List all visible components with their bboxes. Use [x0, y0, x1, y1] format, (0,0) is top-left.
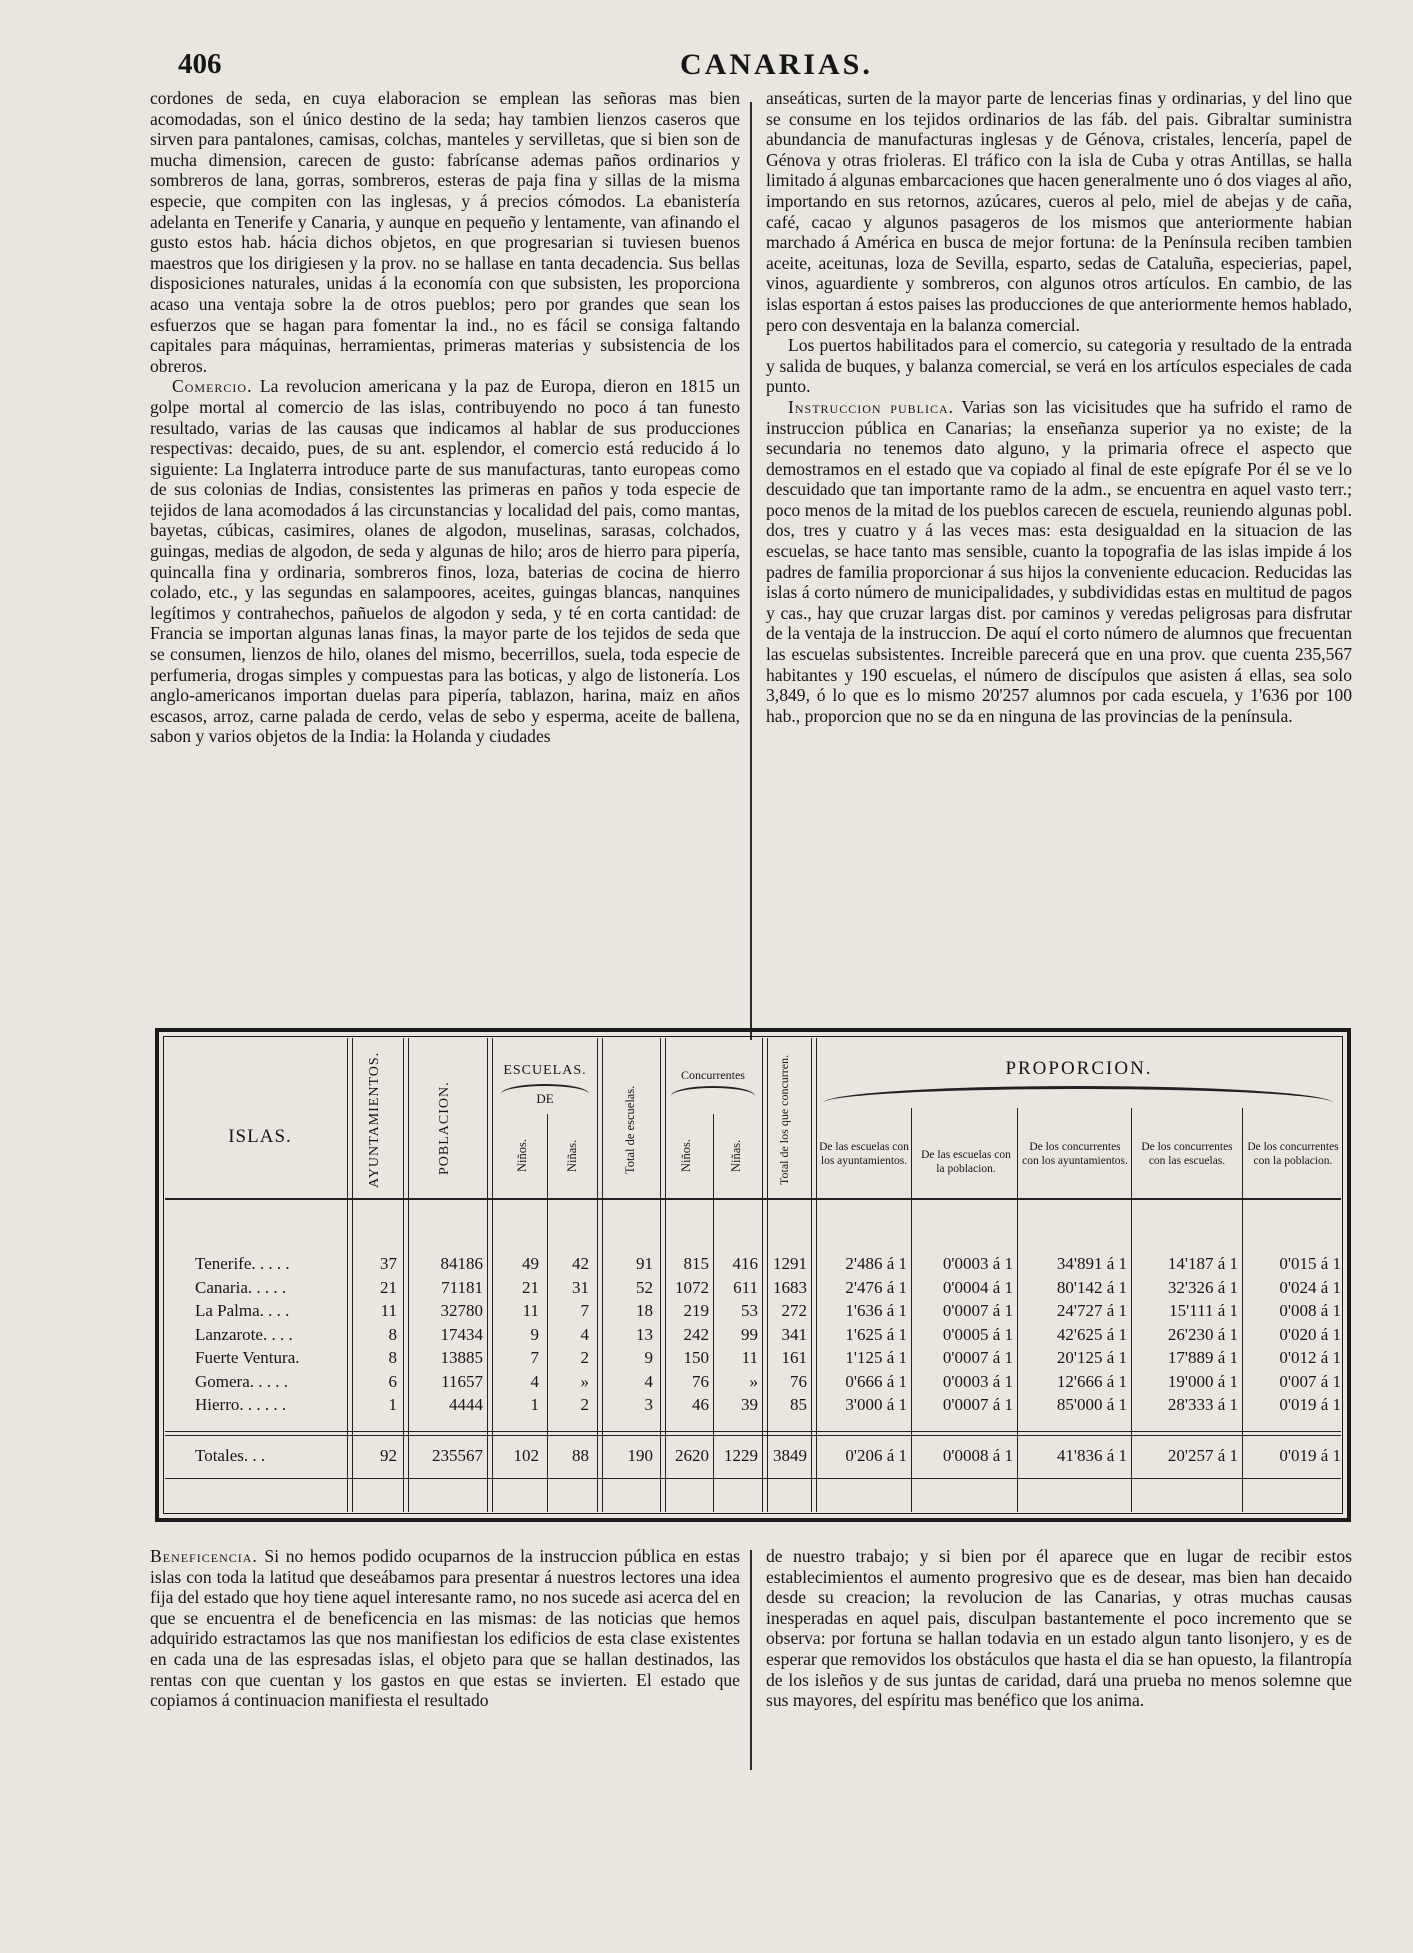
education-table: [155, 1028, 1351, 1522]
header-proporcion: PROPORCION.: [1005, 1058, 1153, 1079]
table-row-7-p1: 3'000 á 1: [845, 1395, 907, 1414]
table-row-2-conc-ninos: 1072: [675, 1277, 709, 1297]
industry-paragraph: cordones de seda, en cuya elaboracion se emplean las señoras mas bien acomodadas, son el único destino de la seda; hay tambien lienzos caseros que sirven para pantalones, camisas, colchas, manteles y servilletas, que si bien son de mucha dimension, carecen de gusto: fabrícanse ademas paños ordinarios y sombreros de lana, gorras, sombreros, esteras de paja fina y sillas de la misma especie, que compiten con las inglesas, y á precios cómodos. La ebanistería adelanta en Tenerife y Canaria, y aunque en pequeño y lentamente, van afinando el gusto estos hab. hácia dichos objetos, en que progresarian si tuviesen buenos maestros que los dirigiesen y la prov. no se hallase en tanta decadencia. Sus bellas disposiciones naturales, unidas á la economía con que subsisten, les proporciona acaso una ventaja sobre la de otros pueblos; pero por grandes que sean los esfuerzos que se hagan para fomentar la ind., no es fácil se consiga faltando capitales para máquinas, herramientas, primeras materias y subsistencia de los obreros.: [150, 88, 740, 376]
instruccion-heading: Instruccion publica.: [788, 396, 955, 417]
header-p1: De las escuelas con los ayuntamientos.: [819, 1141, 909, 1167]
table-row-7-conc-ninas: 39: [741, 1395, 758, 1414]
table-row-5-total-esc: 9: [644, 1348, 653, 1367]
instruccion-text: Varias son las vicisitudes que ha sufrido el ramo de instruccion pública en Canarias; la enseñanza superior ya no existe; de la secundaria no tenemos dato alguno, y la primaria ofrece el aspecto que demostramos en el estado que va copiado al final de este epígrafe Por él se ve lo descuidado que tan importante ramo de la adm., se encuentra en aquel vasto terr.; poco menos de la mitad de los pueblos carecen de escuela, reuniendo algunas pobl. dos, tres y cuatro y á las veces mas: esta desigualdad en la situacion de las escuelas, se hace tanto mas sensible, cuanto la topografia de las islas impide á los padres de familia proporcionar á sus hijos la conveniente educacion. Reducidas las islas á corto número de municipalidades, y subdivididas estas en multitud de pagos y cas., hay que cruzar largas dist. por caminos y veredas peligrosas para disfrutar de la ventaja de la instruccion. De aquí el corto número de alumnos que frecuentan las escuelas subsistentes. Increible parecerá que en una prov. que cuenta 235,567 habitantes y 190 escuelas, el número de discípulos que asisten á ellas, sea solo 3,849, ó lo que es lo mismo 20'257 alumnos por cada escuela, y 1'636 por 100 hab., proporcion que no se da en ninguna de las provincias de la península.: [766, 396, 1353, 726]
table-totals-ayunt: 92: [380, 1446, 397, 1465]
header-esc-ninos: Niños.: [515, 1139, 529, 1173]
table-row-2-p4: 32'326 á 1: [1167, 1277, 1238, 1297]
table-row-4-p5: 0'020 á 1: [1279, 1324, 1341, 1344]
ports-paragraph: Los puertos habilitados para el comercio, su categoria y resultado de la entrada y salida de buques, y balanza comercial, se verá en los artículos especiales de cada punto.: [766, 335, 1352, 397]
header-p2: De las escuelas con la poblacion.: [921, 1149, 1011, 1175]
table-row-6-p4: 19'000 á 1: [1167, 1371, 1238, 1391]
table-row-2-p5: 0'024 á 1: [1279, 1277, 1341, 1297]
comercio-paragraph: [150, 376, 740, 747]
table-row-6-esc-ninas: »: [580, 1371, 589, 1391]
table-row-4-p3: 42'625 á 1: [1056, 1324, 1127, 1344]
table-row-1-esc-ninas: 42: [572, 1254, 589, 1273]
beneficencia-continuation: de nuestro trabajo; y si bien por él aparece que en lugar de recibir estos establecimientos el aumento progresivo que es de desear, mas bien han decaido desde su creacion; la revolucion de las Canarias, y otras muchas causas inesperadas en aquel pais, disculpan bastantemente el poco incremento que se observa: por fortuna se hallan todavia en un estado algun tanto lisonjero, y es de esperar que removidos los obstáculos que hasta el dia se han opuesto, la filantropía de los isleños y de sus juntas de caridad, dará una prueba no menos solemne que sus mayores, del espíritu mas benéfico que los anima.: [766, 1546, 1352, 1711]
table-row-5-esc-ninos: 7: [530, 1348, 539, 1367]
table-row-1-island: Tenerife. . . . .: [195, 1254, 290, 1273]
header-conc-ninos: Niños.: [679, 1139, 693, 1173]
table-totals-total-esc: 190: [627, 1446, 653, 1465]
header-conc-ninas: Niñas.: [729, 1139, 743, 1173]
table-row-4-ayunt: 8: [388, 1324, 397, 1344]
table-row-6-ayunt: 6: [388, 1371, 397, 1391]
column-left-top: [150, 88, 740, 747]
table-row-7-p5: 0'019 á 1: [1279, 1395, 1341, 1414]
comercio-text: La revolucion americana y la paz de Europa, dieron en 1815 un golpe mortal al comercio de las islas, contribuyendo no poco á tan funesto resultado, varias de las causas que indicamos al hablar de sus producciones respectivas: decaido, pues, de su ant. esplendor, el comercio está reducido á lo siguiente: La Inglaterra introduce parte de sus manufacturas, tanto europeas como de sus colonias de Indias, consistentes las primeras en paños y toda especie de tejidos de lana acomodados á las circunstancias y localidad del pais, como mantas, bayetas, cúbicas, casimires, olanes de algodon, muselinas, sarasas, colchados, guingas, medias de algodon, de seda y algunas de hilo; aros de hierro para pipería, quincalla fina y ordinaria, sombreros finos, loza, baterias de cocina de hierro colado, etc., y las segundas en salampoores, aceites, guingas blancas, nanquines legítimos y contrahechos, pañuelos de algodon y seda, y té en corta cantidad: de Francia se importan algunas lanas finas, la mayor parte de los tejidos de seda que se consumen, lienzos de hilo, olanes del mismo, becerrillos, suela, toda especie de perfumeria, drogas simples y compuestas para las boticas, y algo de listonería. Los anglo-americanos importan duelas para pipería, tablazon, harina, maiz en años escasos, arroz, carne palada de cerdo, velas de sebo y esperma, aceite de ballena, sabon y varios objetos de la India: la Holanda y ciudades: [150, 376, 740, 747]
table-row-5-esc-ninas: 2: [580, 1348, 589, 1367]
table-row-4-p4: 26'230 á 1: [1167, 1324, 1238, 1344]
table-row-2-p1: 2'476 á 1: [845, 1277, 907, 1297]
table-row-1-ayunt: 37: [380, 1254, 397, 1273]
table-row-3-p4: 15'111 á 1: [1169, 1301, 1238, 1320]
column-divider-top: [750, 102, 752, 1040]
table-row-7-p2: 0'0007 á 1: [942, 1395, 1013, 1414]
table-row-3-total-conc: 272: [781, 1301, 807, 1320]
table-totals-island: Totales. . .: [195, 1446, 266, 1465]
table-totals-p2: 0'0008 á 1: [942, 1446, 1013, 1465]
table-row-7-conc-ninos: 46: [692, 1395, 709, 1414]
column-right-bottom: [766, 1546, 1352, 1711]
table-row-3-p2: 0'0007 á 1: [942, 1301, 1013, 1320]
table-row-3-pobl: 32780: [440, 1301, 483, 1320]
table-row-4-esc-ninas: 4: [580, 1324, 589, 1344]
table-row-6-p2: 0'0003 á 1: [942, 1371, 1013, 1391]
table-row-6-esc-ninos: 4: [530, 1371, 539, 1391]
table-row-1-esc-ninos: 49: [522, 1254, 539, 1273]
table-row-3-conc-ninas: 53: [741, 1301, 758, 1320]
table-row-3-total-esc: 18: [636, 1301, 653, 1320]
table-row-7-esc-ninas: 2: [580, 1395, 589, 1414]
table-totals-conc-ninas: 1229: [724, 1446, 758, 1465]
column-left-bottom: [150, 1546, 740, 1711]
table-row-3-conc-ninos: 219: [683, 1301, 709, 1320]
table-row-2-conc-ninas: 611: [733, 1277, 758, 1297]
table-row-2-esc-ninas: 31: [572, 1277, 589, 1297]
header-esc-ninas: Niñas.: [565, 1139, 579, 1173]
table-row-6-pobl: 11657: [441, 1371, 483, 1391]
table-totals-conc-ninos: 2620: [675, 1446, 709, 1465]
table-row-7-island: Hierro. . . . . .: [195, 1395, 287, 1414]
column-right-top: [766, 88, 1352, 726]
table-row-2-esc-ninos: 21: [522, 1277, 539, 1297]
table-totals-p4: 20'257 á 1: [1167, 1446, 1238, 1465]
table-row-1-p4: 14'187 á 1: [1167, 1254, 1238, 1273]
header-ayuntamientos: AYUNTAMIENTOS.: [367, 1051, 382, 1189]
table-row-6-p5: 0'007 á 1: [1279, 1371, 1341, 1391]
table-row-2-island: Canaria. . . . .: [195, 1277, 287, 1297]
table-row-6-conc-ninos: 76: [692, 1371, 709, 1391]
column-divider-bottom: [750, 1550, 752, 1770]
table-row-1-conc-ninos: 815: [683, 1254, 709, 1273]
table-row-5-pobl: 13885: [440, 1348, 483, 1367]
table-row-1-pobl: 84186: [440, 1254, 483, 1273]
table-row-5-total-conc: 161: [781, 1348, 807, 1367]
header-concurrentes: Concurrentes: [681, 1068, 745, 1082]
table-row-4-conc-ninas: 99: [741, 1324, 758, 1344]
header-total-escuelas: Total de escuelas.: [623, 1085, 637, 1175]
comercio-heading: Comercio.: [172, 376, 253, 397]
table-totals-esc-ninos: 102: [513, 1446, 539, 1465]
beneficencia-heading: Beneficencia.: [150, 1546, 258, 1566]
header-poblacion: POBLACION.: [437, 1081, 452, 1175]
header-de: DE: [536, 1091, 554, 1106]
table-row-3-p1: 1'636 á 1: [845, 1301, 907, 1320]
table-row-6-p3: 12'666 á 1: [1056, 1371, 1127, 1391]
table-row-7-total-conc: 85: [790, 1395, 807, 1414]
table-row-5-ayunt: 8: [388, 1348, 397, 1367]
table-row-6-island: Gomera. . . . .: [195, 1371, 289, 1391]
table-row-6-conc-ninas: »: [749, 1371, 758, 1391]
table-row-3-p5: 0'008 á 1: [1279, 1301, 1341, 1320]
header-p4: De los concurrentes con las escuelas.: [1141, 1141, 1233, 1167]
table-row-3-esc-ninos: 11: [522, 1301, 539, 1320]
table-row-7-pobl: 4444: [449, 1395, 483, 1414]
table-row-1-p3: 34'891 á 1: [1056, 1254, 1127, 1273]
table-row-2-total-conc: 1683: [773, 1277, 807, 1297]
table-row-7-total-esc: 3: [644, 1395, 653, 1414]
table-row-6-total-conc: 76: [790, 1371, 807, 1391]
table-totals-esc-ninas: 88: [572, 1446, 589, 1465]
table-totals-p5: 0'019 á 1: [1279, 1446, 1341, 1465]
table-row-5-p5: 0'012 á 1: [1279, 1348, 1341, 1367]
table-row-4-pobl: 17434: [440, 1324, 483, 1344]
table-row-3-p3: 24'727 á 1: [1056, 1301, 1127, 1320]
table-row-3-esc-ninas: 7: [580, 1301, 589, 1320]
table-row-7-p3: 85'000 á 1: [1056, 1395, 1127, 1414]
table-row-7-esc-ninos: 1: [530, 1395, 539, 1414]
table-row-5-p3: 20'125 á 1: [1056, 1348, 1127, 1367]
table-row-1-p2: 0'0003 á 1: [942, 1254, 1013, 1273]
header-escuelas: ESCUELAS.: [503, 1063, 587, 1078]
table-row-4-p2: 0'0005 á 1: [942, 1324, 1013, 1344]
table-row-1-p5: 0'015 á 1: [1279, 1254, 1341, 1273]
instruccion-paragraph: [766, 397, 1352, 727]
table-row-5-p2: 0'0007 á 1: [942, 1348, 1013, 1367]
table-row-4-esc-ninos: 9: [530, 1324, 539, 1344]
table-inner-frame: [163, 1036, 1343, 1514]
table-row-4-p1: 1'625 á 1: [845, 1324, 907, 1344]
table-row-5-p1: 1'125 á 1: [845, 1348, 907, 1367]
table-totals-total-conc: 3849: [773, 1446, 807, 1465]
table-row-6-p1: 0'666 á 1: [845, 1371, 907, 1391]
page-number: 406: [178, 48, 222, 80]
beneficencia-paragraph: [150, 1546, 740, 1711]
beneficencia-text: Si no hemos podido ocuparnos de la instruccion pública en estas islas con toda la latitud que deseábamos para presentar á nuestros lectores una idea fija del estado que hoy tiene aquel interesante ramo, no nos sucede asi acerca del en que se encuentra el de beneficencia en las mismas: de las noticias que hemos adquirido estractamos las que nos manifiestan los edificios de esta clase existentes en cada una de las espresadas islas, el objeto para que se hallan destinados, las rentas con que cuentan y los gastos en que estas se invierten. El estado que copiamos á continuacion manifiesta el resultado: [150, 1546, 740, 1711]
table-row-5-conc-ninas: 11: [741, 1348, 758, 1367]
table-row-1-p1: 2'486 á 1: [845, 1254, 907, 1273]
table-row-1-total-esc: 91: [636, 1254, 653, 1273]
table-totals-p3: 41'836 á 1: [1056, 1446, 1127, 1465]
table-row-1-conc-ninas: 416: [732, 1254, 758, 1273]
table-row-5-p4: 17'889 á 1: [1167, 1348, 1238, 1367]
table-row-4-conc-ninos: 242: [683, 1324, 709, 1344]
header-p5: De los concurrentes con la poblacion.: [1247, 1141, 1339, 1167]
table-row-3-island: La Palma. . . .: [195, 1301, 290, 1320]
table-row-2-pobl: 71181: [441, 1277, 483, 1297]
header-p3: De los concurrentes con los ayuntamientos.: [1022, 1141, 1128, 1167]
table-row-6-total-esc: 4: [644, 1371, 653, 1391]
table-totals-p1: 0'206 á 1: [845, 1446, 907, 1465]
page-title: CANARIAS.: [680, 48, 873, 81]
table-row-3-ayunt: 11: [380, 1301, 397, 1320]
table-row-4-island: Lanzarote. . . .: [195, 1324, 293, 1344]
header-islas: ISLAS.: [228, 1126, 292, 1147]
table-row-4-total-esc: 13: [636, 1324, 653, 1344]
table-row-2-total-esc: 52: [636, 1277, 653, 1297]
table-row-7-ayunt: 1: [388, 1395, 397, 1414]
table-row-2-p2: 0'0004 á 1: [942, 1277, 1013, 1297]
header-total-concurren: Total de los que concurren.: [777, 1054, 791, 1186]
table-totals-pobl: 235567: [432, 1446, 483, 1465]
table-row-2-p3: 80'142 á 1: [1056, 1277, 1127, 1297]
table-row-1-total-conc: 1291: [773, 1254, 807, 1273]
commerce-continuation: anseáticas, surten de la mayor parte de lencerias finas y ordinarias, y del lino que se consume en los tejidos ordinarios de las fáb. del pais. Gibraltar suministra abundancia de manufacturas inglesas y de Génova, cristales, lencería, papel de Génova y otras frioleras. El tráfico con la isla de Cuba y otras Antillas, se halla limitado á algunas embarcaciones que hacen generalmente uno ó dos viages al año, importando en sus retornos, azúcares, cueros al pelo, miel de abejas y de caña, café, cacao y algunos pasageros de los mismos que anteriormente habian marchado á América en busca de mejor fortuna: de la Península reciben tambien aceite, aceitunas, loza de Sevilla, esparto, sedas de Cataluña, especierias, papel, vinos, aguardiente y sombreros, con algunos otros artículos. En cambio, de las islas esportan á estos paises las producciones de que anteriormente hemos hablado, pero con desventaja en la balanza comercial.: [766, 88, 1352, 335]
table-row-2-ayunt: 21: [380, 1277, 397, 1297]
table-row-7-p4: 28'333 á 1: [1167, 1395, 1238, 1414]
table-row-4-total-conc: 341: [781, 1324, 807, 1344]
table-row-5-conc-ninos: 150: [683, 1348, 709, 1367]
table-row-5-island: Fuerte Ventura.: [195, 1348, 300, 1367]
